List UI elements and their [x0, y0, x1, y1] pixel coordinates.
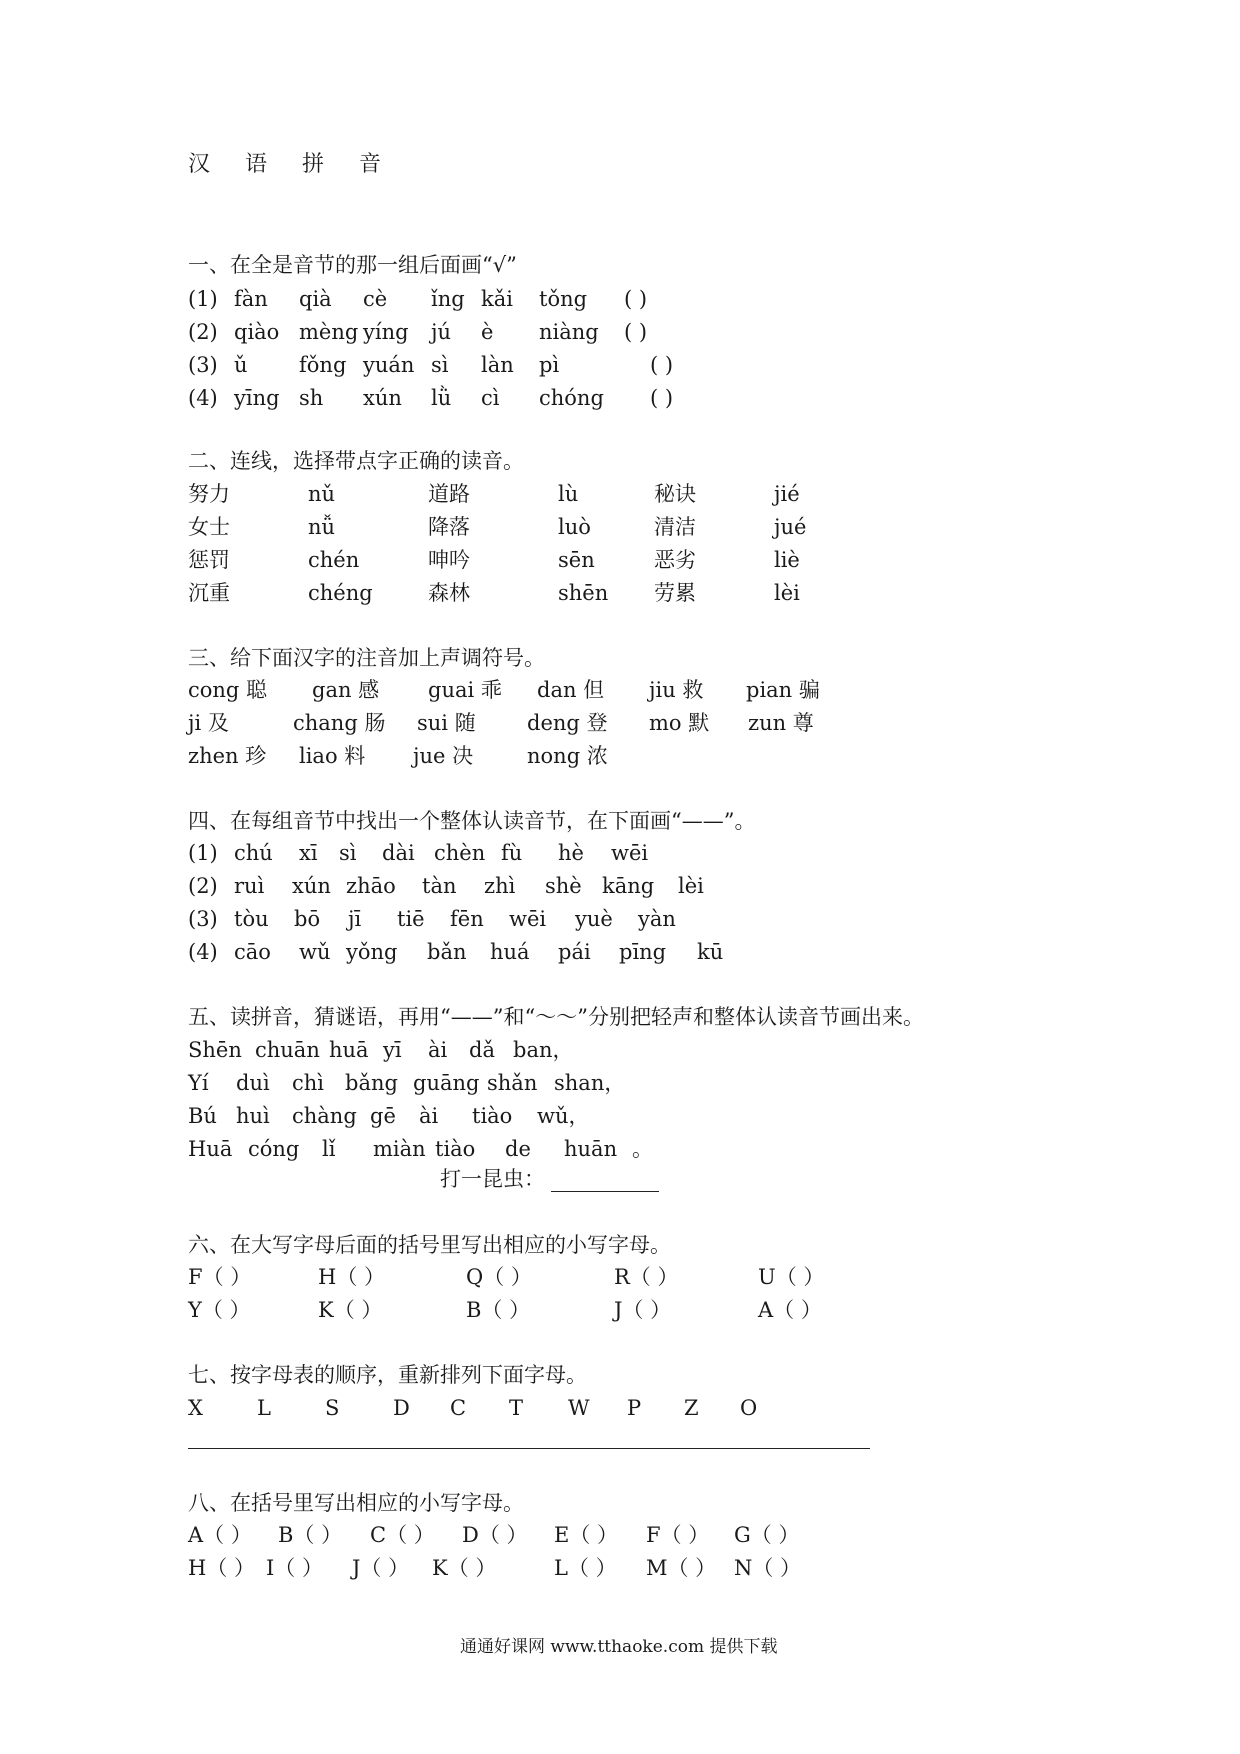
tone-item[interactable]: deng 登	[527, 711, 608, 735]
pinyin-syllable: yīng	[234, 386, 280, 410]
letter-blank[interactable]: H（ ）	[318, 1265, 385, 1289]
letter-item: L	[257, 1396, 271, 1420]
pinyin-syllable[interactable]: wēi	[509, 907, 547, 931]
letter-blank[interactable]: L（ ）	[554, 1556, 617, 1580]
tone-item[interactable]: nong 浓	[527, 744, 608, 768]
letter-item: C	[450, 1396, 467, 1420]
riddle-syllable[interactable]: ài	[419, 1104, 439, 1128]
pinyin-syllable[interactable]: cāo	[234, 940, 271, 964]
letter-blank[interactable]: Y（ ）	[188, 1298, 251, 1322]
tone-item[interactable]: gan 感	[312, 678, 380, 702]
pinyin-option[interactable]: chén	[308, 548, 360, 572]
section-3-heading: 三、给下面汉字的注音加上声调符号。	[188, 646, 545, 670]
letter-blank[interactable]: M（ ）	[646, 1556, 717, 1580]
pinyin-syllable[interactable]: pái	[558, 940, 591, 964]
tone-item[interactable]: guai 乖	[428, 678, 502, 702]
riddle-syllable[interactable]: Yí	[188, 1071, 209, 1095]
footer-source: 通通好课网 www.tthaoke.com 提供下载	[460, 1637, 778, 1657]
pinyin-syllable[interactable]: bǎn	[427, 940, 467, 964]
pinyin-syllable[interactable]: chèn	[434, 841, 486, 865]
letter-item: P	[627, 1396, 642, 1420]
letter-blank[interactable]: Q（ ）	[466, 1265, 532, 1289]
pinyin-option[interactable]: chéng	[308, 581, 373, 605]
riddle-syllable[interactable]: tiào	[472, 1104, 513, 1128]
tone-item[interactable]: chang 肠	[293, 711, 386, 735]
pinyin-syllable: ǔ	[234, 353, 248, 377]
answer-parentheses[interactable]: ( )	[650, 353, 674, 377]
pinyin-option[interactable]: luò	[558, 515, 591, 539]
riddle-syllable[interactable]: shan，	[554, 1071, 626, 1095]
pinyin-syllable[interactable]: yàn	[638, 907, 676, 931]
word-item: 道路	[428, 482, 470, 506]
pinyin-syllable[interactable]: wǔ	[299, 940, 331, 964]
pinyin-syllable: xún	[363, 386, 402, 410]
pinyin-syllable[interactable]: tòu	[234, 907, 269, 931]
riddle-syllable[interactable]: bǎng	[345, 1071, 398, 1095]
riddle-syllable[interactable]: miàn	[373, 1137, 426, 1161]
letter-item: X	[188, 1396, 203, 1420]
riddle-syllable[interactable]: ài	[428, 1038, 448, 1062]
section-5-heading: 五、读拼音，猜谜语，再用“——”和“～～”分别把轻声和整体认读音节画出来。	[188, 1005, 924, 1029]
riddle-syllable[interactable]: chuān	[255, 1038, 320, 1062]
word-item: 女士	[188, 515, 230, 539]
pinyin-syllable[interactable]: xún	[292, 874, 331, 898]
word-item: 森林	[428, 581, 470, 605]
section-7-heading: 七、按字母表的顺序，重新排列下面字母。	[188, 1363, 587, 1387]
pinyin-syllable[interactable]: tàn	[422, 874, 457, 898]
page-title: 汉 语 拼 音	[188, 152, 395, 177]
riddle-syllable[interactable]: dǎ	[469, 1038, 495, 1062]
pinyin-option[interactable]: nǚ	[308, 515, 336, 539]
pinyin-syllable[interactable]: zhāo	[346, 874, 396, 898]
item-number: (1)	[188, 287, 218, 311]
riddle-syllable[interactable]: Shēn	[188, 1038, 242, 1062]
answer-parentheses[interactable]: ( )	[624, 320, 648, 344]
pinyin-option[interactable]: nǔ	[308, 482, 336, 506]
letter-blank[interactable]: A（ ）	[188, 1523, 252, 1547]
pinyin-syllable: làn	[481, 353, 514, 377]
pinyin-option[interactable]: shēn	[558, 581, 609, 605]
letter-blank[interactable]: G（ ）	[734, 1523, 800, 1547]
riddle-syllable[interactable]: cóng	[248, 1137, 300, 1161]
section-2-heading: 二、连线，选择带点字正确的读音。	[188, 449, 524, 473]
pinyin-syllable: fǒng	[299, 353, 347, 377]
pinyin-syllable[interactable]: huá	[490, 940, 530, 964]
letter-blank[interactable]: B（ ）	[466, 1298, 531, 1322]
item-number: (2)	[188, 874, 218, 898]
riddle-syllable[interactable]: shǎn	[487, 1071, 538, 1095]
tone-item[interactable]: mo 默	[649, 711, 710, 735]
pinyin-syllable[interactable]: yuè	[575, 907, 613, 931]
word-item: 努力	[188, 482, 230, 506]
tone-item[interactable]: zhen 珍	[188, 744, 267, 768]
pinyin-syllable[interactable]: wēi	[611, 841, 649, 865]
riddle-syllable[interactable]: huān	[564, 1137, 618, 1161]
pinyin-syllable: cè	[363, 287, 388, 311]
pinyin-syllable: sì	[431, 353, 449, 377]
pinyin-syllable[interactable]: jī	[348, 907, 362, 931]
pinyin-syllable: fàn	[234, 287, 268, 311]
riddle-syllable[interactable]: huì	[236, 1104, 270, 1128]
letter-item: D	[393, 1396, 410, 1420]
letter-item: T	[509, 1396, 524, 1420]
letter-item: W	[568, 1396, 590, 1420]
riddle-syllable[interactable]: chàng	[292, 1104, 357, 1128]
word-item: 秘诀	[654, 482, 696, 506]
section-4-heading: 四、在每组音节中找出一个整体认读音节，在下面画“——”。	[188, 809, 756, 833]
pinyin-option[interactable]: sēn	[558, 548, 595, 572]
answer-line[interactable]	[188, 1448, 870, 1449]
pinyin-syllable: ǐng	[431, 287, 465, 311]
word-item: 沉重	[188, 581, 230, 605]
pinyin-syllable[interactable]: zhì	[484, 874, 516, 898]
answer-parentheses[interactable]: ( )	[650, 386, 674, 410]
letter-blank[interactable]: A（ ）	[758, 1298, 822, 1322]
section-1-heading: 一、在全是音节的那一组后面画“√”	[188, 253, 517, 277]
letter-item: Z	[684, 1396, 699, 1420]
pinyin-syllable[interactable]: xī	[299, 841, 318, 865]
pinyin-syllable: cì	[481, 386, 500, 410]
letter-blank[interactable]: D（ ）	[462, 1523, 528, 1547]
tone-item[interactable]: zun 尊	[748, 711, 814, 735]
letter-blank[interactable]: K（ ）	[432, 1556, 497, 1580]
riddle-syllable[interactable]: chì	[292, 1071, 325, 1095]
pinyin-syllable: yíng	[363, 320, 409, 344]
pinyin-syllable: kǎi	[481, 287, 513, 311]
letter-blank[interactable]: C（ ）	[370, 1523, 435, 1547]
pinyin-option[interactable]: lù	[558, 482, 579, 506]
item-number: (3)	[188, 353, 218, 377]
pinyin-syllable: pì	[539, 353, 560, 377]
letter-blank[interactable]: U（ ）	[758, 1265, 825, 1289]
riddle-syllable[interactable]: Huā	[188, 1137, 233, 1161]
pinyin-syllable[interactable]: chú	[234, 841, 273, 865]
pinyin-syllable[interactable]: kāng	[602, 874, 655, 898]
item-number: (1)	[188, 841, 218, 865]
item-number: (2)	[188, 320, 218, 344]
pinyin-syllable[interactable]: pīng	[619, 940, 667, 964]
section-6-heading: 六、在大写字母后面的括号里写出相应的小写字母。	[188, 1233, 671, 1257]
pinyin-syllable: qiào	[234, 320, 280, 344]
pinyin-option[interactable]: jué	[774, 515, 807, 539]
word-item: 呻吟	[428, 548, 470, 572]
riddle-syllable[interactable]: ban，	[513, 1038, 574, 1062]
tone-item[interactable]: pian 骗	[746, 678, 820, 702]
section-8-heading: 八、在括号里写出相应的小写字母。	[188, 1491, 524, 1515]
riddle-syllable[interactable]: duì	[236, 1071, 270, 1095]
tone-item[interactable]: ji 及	[188, 711, 229, 735]
letter-blank[interactable]: E（ ）	[554, 1523, 619, 1547]
word-item: 恶劣	[654, 548, 696, 572]
pinyin-syllable: jú	[431, 320, 452, 344]
letter-item: O	[740, 1396, 758, 1420]
tone-item[interactable]: sui 随	[417, 711, 476, 735]
pinyin-syllable[interactable]: bō	[294, 907, 321, 931]
item-number: (3)	[188, 907, 218, 931]
letter-blank[interactable]: K（ ）	[318, 1298, 383, 1322]
tone-item[interactable]: cong 聪	[188, 678, 268, 702]
pinyin-syllable[interactable]: shè	[545, 874, 582, 898]
pinyin-syllable: è	[481, 320, 494, 344]
letter-blank[interactable]: R（ ）	[614, 1265, 679, 1289]
pinyin-syllable[interactable]: yǒng	[346, 940, 398, 964]
riddle-label: 打一昆虫：	[440, 1167, 545, 1191]
letter-blank[interactable]: J（ ）	[352, 1556, 410, 1580]
tone-item[interactable]: liao 料	[299, 744, 366, 768]
riddle-syllable[interactable]: Bú	[188, 1104, 217, 1128]
item-number: (4)	[188, 386, 218, 410]
pinyin-syllable[interactable]: fēn	[450, 907, 484, 931]
pinyin-syllable[interactable]: dài	[382, 841, 415, 865]
pinyin-syllable: chóng	[539, 386, 604, 410]
word-item: 降落	[428, 515, 470, 539]
pinyin-syllable: sh	[299, 386, 324, 410]
pinyin-syllable[interactable]: sì	[339, 841, 357, 865]
pinyin-syllable[interactable]: lèi	[678, 874, 704, 898]
pinyin-option[interactable]: liè	[774, 548, 800, 572]
riddle-syllable[interactable]: lǐ	[322, 1137, 336, 1161]
pinyin-syllable: tǒng	[539, 287, 588, 311]
letter-blank[interactable]: F（ ）	[188, 1265, 252, 1289]
riddle-syllable[interactable]: tiào	[435, 1137, 476, 1161]
answer-parentheses[interactable]: ( )	[624, 287, 648, 311]
riddle-answer-blank[interactable]	[551, 1171, 659, 1192]
riddle-syllable[interactable]: 。	[632, 1137, 653, 1161]
letter-blank[interactable]: I（ ）	[266, 1556, 323, 1580]
pinyin-syllable[interactable]: fù	[501, 841, 523, 865]
riddle-syllable[interactable]: wǔ，	[537, 1104, 590, 1128]
pinyin-syllable: mèng	[299, 320, 359, 344]
pinyin-syllable: lǜ	[431, 386, 452, 410]
letter-blank[interactable]: J（ ）	[614, 1298, 672, 1322]
riddle-syllable[interactable]: de	[505, 1137, 531, 1161]
riddle-syllable[interactable]: guāng	[413, 1071, 480, 1095]
riddle-syllable[interactable]: gē	[370, 1104, 396, 1128]
pinyin-syllable: yuán	[363, 353, 415, 377]
tone-item[interactable]: dan 但	[537, 678, 605, 702]
tone-item[interactable]: jue 决	[413, 744, 474, 768]
word-item: 劳累	[654, 581, 696, 605]
letter-item: S	[325, 1396, 340, 1420]
word-item: 惩罚	[188, 548, 230, 572]
tone-item[interactable]: jiu 救	[649, 678, 704, 702]
pinyin-syllable[interactable]: tiē	[397, 907, 425, 931]
riddle-answer	[440, 1166, 659, 1192]
item-number: (4)	[188, 940, 218, 964]
letter-blank[interactable]: H（ ）	[188, 1556, 255, 1580]
word-item: 清洁	[654, 515, 696, 539]
letter-blank[interactable]: F（ ）	[646, 1523, 710, 1547]
pinyin-syllable[interactable]: ruì	[234, 874, 265, 898]
pinyin-syllable: qià	[299, 287, 332, 311]
pinyin-option[interactable]: lèi	[774, 581, 800, 605]
letter-blank[interactable]: B（ ）	[278, 1523, 343, 1547]
riddle-syllable[interactable]: huā	[329, 1038, 369, 1062]
pinyin-option[interactable]: jié	[774, 482, 800, 506]
riddle-syllable[interactable]: yī	[383, 1038, 402, 1062]
pinyin-syllable[interactable]: hè	[558, 841, 584, 865]
letter-blank[interactable]: N（ ）	[734, 1556, 802, 1580]
pinyin-syllable[interactable]: kū	[697, 940, 724, 964]
pinyin-syllable: niàng	[539, 320, 599, 344]
